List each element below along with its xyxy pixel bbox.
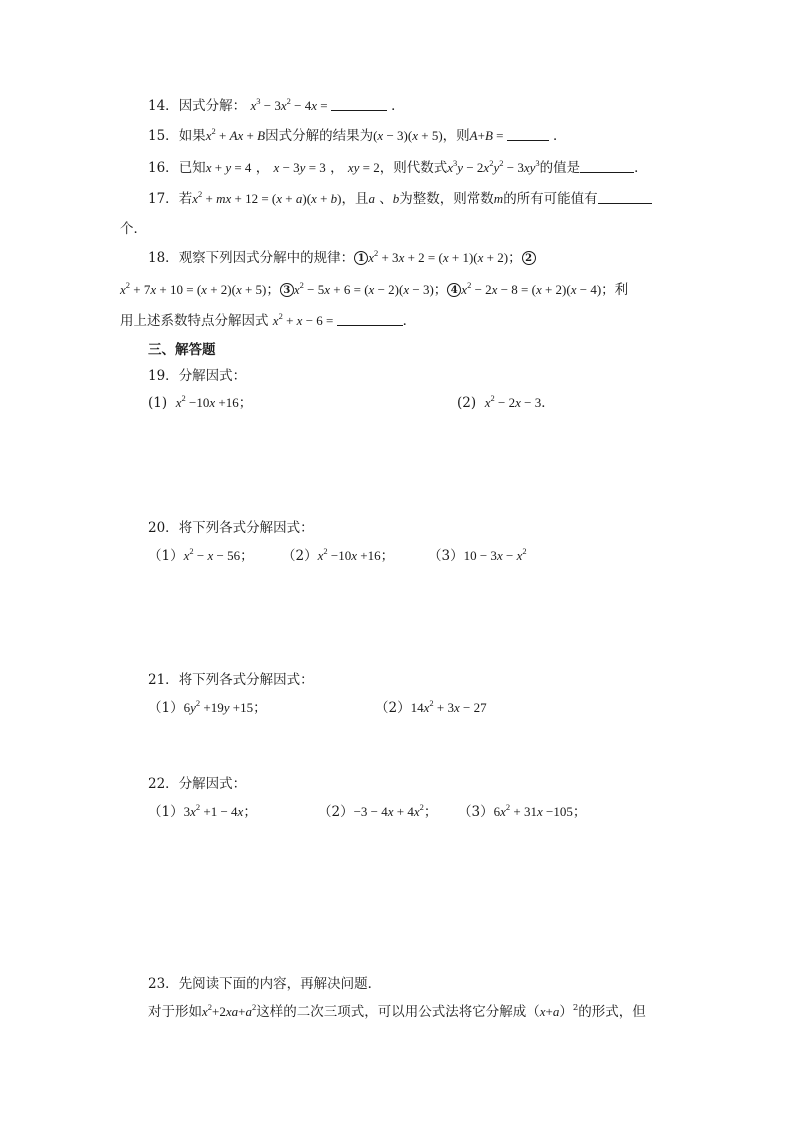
section-heading: 三、解答题: [148, 342, 216, 358]
q21-semi: ；: [253, 700, 267, 716]
circled-2-icon: 2: [522, 251, 536, 265]
q22-part3: [458, 802, 586, 822]
q20-number: 20．: [148, 520, 179, 536]
q18-rule2: $x^2 + 7x + 10 = (x + 2)(x + 5)$: [120, 280, 267, 297]
q15-expression: $x^2 + Ax + B$: [205, 126, 266, 143]
q15-factored: (x − 3)(x + 5): [373, 128, 443, 143]
q16-cond2: x − 3y = 3: [273, 160, 326, 175]
q22-semi3: ；: [572, 804, 587, 820]
q21-p1: （1）: [148, 700, 184, 716]
q17-mid2: 、: [379, 191, 393, 207]
q17-post: 的所有可能值有: [503, 191, 598, 207]
q18-rule1: $x^2 + 3x + 2 = (x + 1)(x + 2)$: [368, 248, 509, 265]
q19-semi: ；: [238, 395, 253, 411]
q15-mid: 因式分解的结果为: [265, 128, 374, 144]
question-16: [148, 158, 648, 178]
q21-number: 21．: [148, 672, 179, 688]
q19-end: ．: [541, 395, 555, 411]
q20-expr1: $x^2 - x - 56$: [183, 546, 241, 563]
q16-expression: $x^3y - 2x^2y^2 - 3xy^3$: [447, 158, 540, 175]
q20-part3: [428, 546, 527, 566]
question-17: [148, 189, 652, 209]
q23-text3: ）: [559, 1004, 573, 1020]
q18-semi2: ；: [266, 282, 280, 298]
q14-answer-blank[interactable]: [331, 97, 387, 111]
q20-expr3: $10 - 3x - x^2$: [463, 546, 527, 563]
q15-post: ，则: [442, 128, 470, 144]
q22-part1: [148, 802, 257, 822]
question-19: [148, 366, 246, 386]
q16-pre: 已知: [178, 160, 206, 176]
q17-number: 17．: [148, 191, 179, 207]
q18-answer-blank[interactable]: [337, 312, 403, 326]
q21-part1: [148, 698, 267, 718]
question-14: [148, 96, 405, 116]
question-23: [148, 974, 381, 994]
q16-post: 的值是: [539, 160, 581, 176]
q20-semi1: ；: [240, 548, 254, 564]
q22-title: 分解因式：: [178, 776, 247, 792]
q20-part2: [282, 546, 394, 566]
q17-pre: 若: [178, 191, 193, 207]
q16-number: 16．: [148, 160, 179, 176]
q22-semi2: ；: [423, 804, 438, 820]
q15-sum: A+B =: [469, 128, 507, 143]
q20-semi2: ；: [380, 548, 395, 564]
question-17-tail: [120, 219, 147, 239]
q20-p2: （2）: [282, 548, 318, 564]
circled-4-icon: 4: [447, 283, 461, 297]
q20-p1: （1）: [148, 548, 184, 564]
q18-pre: 观察下列因式分解中的规律：: [178, 250, 355, 266]
q15-pre: 如果: [178, 128, 206, 144]
q16-mid: ，则代数式: [379, 160, 448, 176]
q17-a: a: [368, 191, 375, 206]
q22-expr2: $-3 - 4x + 4x^2$: [353, 802, 424, 819]
q21-title: 将下列各式分解因式：: [178, 672, 314, 688]
question-18: [148, 248, 536, 268]
q20-expr2: $x^2 -10x +16$: [317, 546, 381, 563]
q23-expr: $x^2+2xa+a^2$: [202, 1002, 257, 1019]
q18-use: ；利: [601, 282, 629, 298]
q22-p1: （1）: [148, 804, 184, 820]
q21-expr2: $14x^2 + 3x - 27$: [410, 698, 487, 715]
question-18-line3: [120, 311, 416, 331]
q19-expr1: $x^2 -10x +16$: [175, 393, 239, 410]
question-15: [148, 126, 567, 146]
q14-number: 14．: [148, 98, 179, 114]
q16-cond3: xy = 2: [347, 160, 380, 175]
q17-tail: 个．: [120, 221, 147, 237]
q18-rule3: $x^2 - 5x + 6 = (x - 2)(x - 3)$: [293, 280, 434, 297]
q16-answer-blank[interactable]: [580, 159, 634, 173]
q19-part1: [148, 393, 252, 413]
q20-p3: （3）: [428, 548, 464, 564]
q23-number: 23．: [148, 976, 179, 992]
q14-stem: 因式分解：: [178, 98, 247, 114]
q18-target: $x^2 + x - 6$ =: [272, 311, 337, 328]
q16-cond1: x + y = 4: [205, 160, 252, 175]
q23-binomial: x+a: [539, 1004, 560, 1019]
q18-rule4: $x^2 - 2x - 8 = (x + 2)(x - 4)$: [461, 280, 602, 297]
q19-expr2: $x^2 - 2x - 3$: [484, 393, 542, 410]
q15-end: ．: [553, 128, 567, 144]
q18-number: 18．: [148, 250, 179, 266]
q17-answer-blank[interactable]: [598, 190, 652, 204]
q14-end: ．: [391, 98, 405, 114]
q22-part2: [318, 802, 437, 822]
q17-b: b: [392, 191, 400, 206]
q15-number: 15．: [148, 128, 179, 144]
question-20: [148, 518, 314, 538]
circled-3-icon: 3: [280, 283, 294, 297]
q19-p2: (2): [457, 395, 477, 411]
q16-sep1: ，: [255, 160, 270, 176]
q20-title: 将下列各式分解因式：: [178, 520, 314, 536]
q14-expression: $x^3 - 3x^2 - 4x$ =: [250, 96, 331, 113]
q22-expr3: $6x^2 + 31x -105$: [493, 802, 573, 819]
circled-1-icon: 1: [354, 251, 368, 265]
q16-end: ．: [634, 160, 648, 176]
q15-answer-blank[interactable]: [507, 127, 549, 141]
q23-text2: 这样的二次三项式，可以用公式法将它分解成（: [256, 1004, 540, 1020]
question-21: [148, 670, 314, 690]
q23-title: 先阅读下面的内容，再解决问题．: [178, 976, 382, 992]
q18-end: ．: [402, 313, 417, 329]
q20-part1: [148, 546, 254, 566]
q21-part2: [375, 698, 487, 718]
question-18-line2: [120, 280, 628, 300]
q21-expr1: $6y^2 +19y +15$: [183, 698, 254, 715]
q18-semi1: ；: [508, 250, 522, 266]
q21-p2: （2）: [375, 700, 411, 716]
q22-number: 22．: [148, 776, 179, 792]
q22-semi1: ；: [243, 804, 257, 820]
q19-p1: (1): [148, 395, 168, 411]
q23-text1: 对于形如: [148, 1004, 202, 1020]
q18-semi3: ；: [433, 282, 448, 298]
q19-title: 分解因式：: [178, 368, 247, 384]
q19-part2: [457, 393, 555, 413]
q17-m: m: [493, 191, 504, 206]
q17-mid1: ，且: [341, 191, 369, 207]
q23-text4: 的形式，但: [578, 1004, 646, 1020]
q17-mid3: 为整数，则常数: [399, 191, 494, 207]
q18-line3: 用上述系数特点分解因式: [120, 313, 269, 329]
question-23-body: 对于形如$x^2+2xa+a^2$这样的二次三项式，可以用公式法将它分解成$(x+a)^2$的形式，但: [148, 1002, 646, 1020]
q22-p2: （2）: [318, 804, 354, 820]
question-22: [148, 774, 246, 794]
q19-number: 19．: [148, 368, 179, 384]
q17-expression: $x^2$ + mx + 12 = (x + a)(x + b): [192, 189, 342, 206]
q22-p3: （3）: [458, 804, 494, 820]
q22-expr1: $3x^2 +1 - 4x$: [183, 802, 244, 819]
q16-sep2: ，: [330, 160, 344, 176]
